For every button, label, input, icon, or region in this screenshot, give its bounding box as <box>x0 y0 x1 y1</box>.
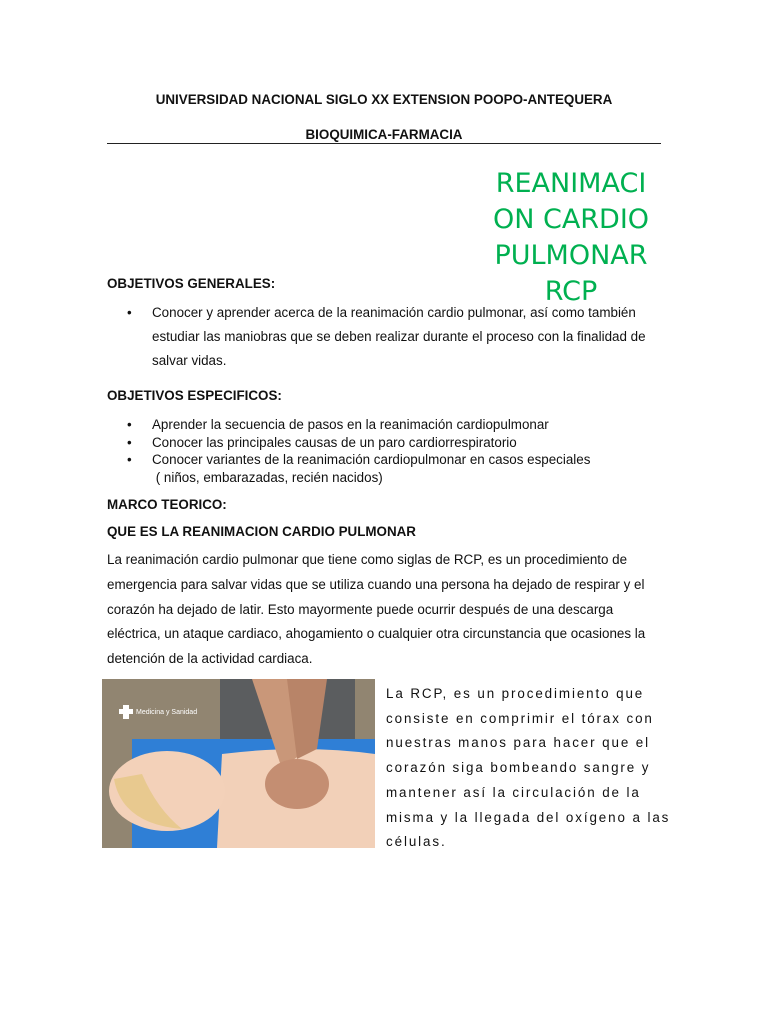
figure-caption-text: La RCP, es un procedimiento que consiste en comprimir el tórax con nuestras manos para hacer que el corazón siga bombeando sangre y mantener así la circulación de la misma y la llegada del oxígeno a las células. <box>386 686 671 850</box>
list-item-continuation <box>107 469 667 487</box>
document-title <box>466 166 676 310</box>
list-item-text: Conocer y aprender acerca de la reanimación cardio pulmonar, así como también estudiar las maniobras que se deben realizar durante el proceso con la finalidad de salvar vidas. <box>152 305 646 369</box>
objetivos-especificos-heading: OBJETIVOS ESPECIFICOS: <box>107 388 282 403</box>
bullet-icon: • <box>127 417 132 432</box>
bullet-icon: • <box>127 305 132 320</box>
header-divider <box>107 143 661 144</box>
list-item-text: Conocer variantes de la reanimación cardiopulmonar en casos especiales <box>152 452 591 467</box>
objetivos-generales-heading: OBJETIVOS GENERALES: <box>107 276 276 291</box>
marco-teorico-heading: MARCO TEORICO: <box>107 497 227 512</box>
bullet-icon: • <box>127 434 132 450</box>
marco-paragraph: La reanimación cardio pulmonar que tiene como siglas de RCP, es un procedimiento de emergencia para salvar vidas que se utiliza cuando una persona ha dejado de respirar y el corazón ha dejado de latir. Esto mayormente puede ocurrir después de una descarga eléctrica, un ataque cardiaco, ahogamiento o cualquier otra circunstancia que ocasiones la detención de la actividad cardiaca. <box>107 552 646 667</box>
title-line: PULMONAR <box>494 240 648 271</box>
list-item <box>107 416 667 434</box>
list-item-text: Conocer las principales causas de un paro cardiorrespiratorio <box>152 434 517 450</box>
list-item-text: Aprender la secuencia de pasos en la reanimación cardiopulmonar <box>152 417 549 432</box>
university-name: UNIVERSIDAD NACIONAL SIGLO XX EXTENSION POOPO-ANTEQUERA <box>155 92 613 107</box>
list-item-text: ( niños, embarazadas, recién nacidos) <box>152 469 383 485</box>
objetivos-generales-list <box>107 301 667 374</box>
cpr-illustration <box>102 679 375 848</box>
list-item <box>107 451 667 469</box>
list-item <box>107 434 667 452</box>
cpr-photo <box>102 679 375 848</box>
logo-text: Medicina y Sanidad <box>136 709 198 716</box>
title-line: ON CARDIO <box>492 204 650 235</box>
career-name: BIOQUIMICA-FARMACIA <box>305 127 463 142</box>
list-item <box>107 301 667 374</box>
title-line: REANIMACI <box>495 168 647 199</box>
bullet-icon: • <box>127 452 132 467</box>
objetivos-especificos-list <box>107 416 667 486</box>
title-line: RCP <box>544 276 598 307</box>
section-subheading: QUE ES LA REANIMACION CARDIO PULMONAR <box>107 524 416 539</box>
